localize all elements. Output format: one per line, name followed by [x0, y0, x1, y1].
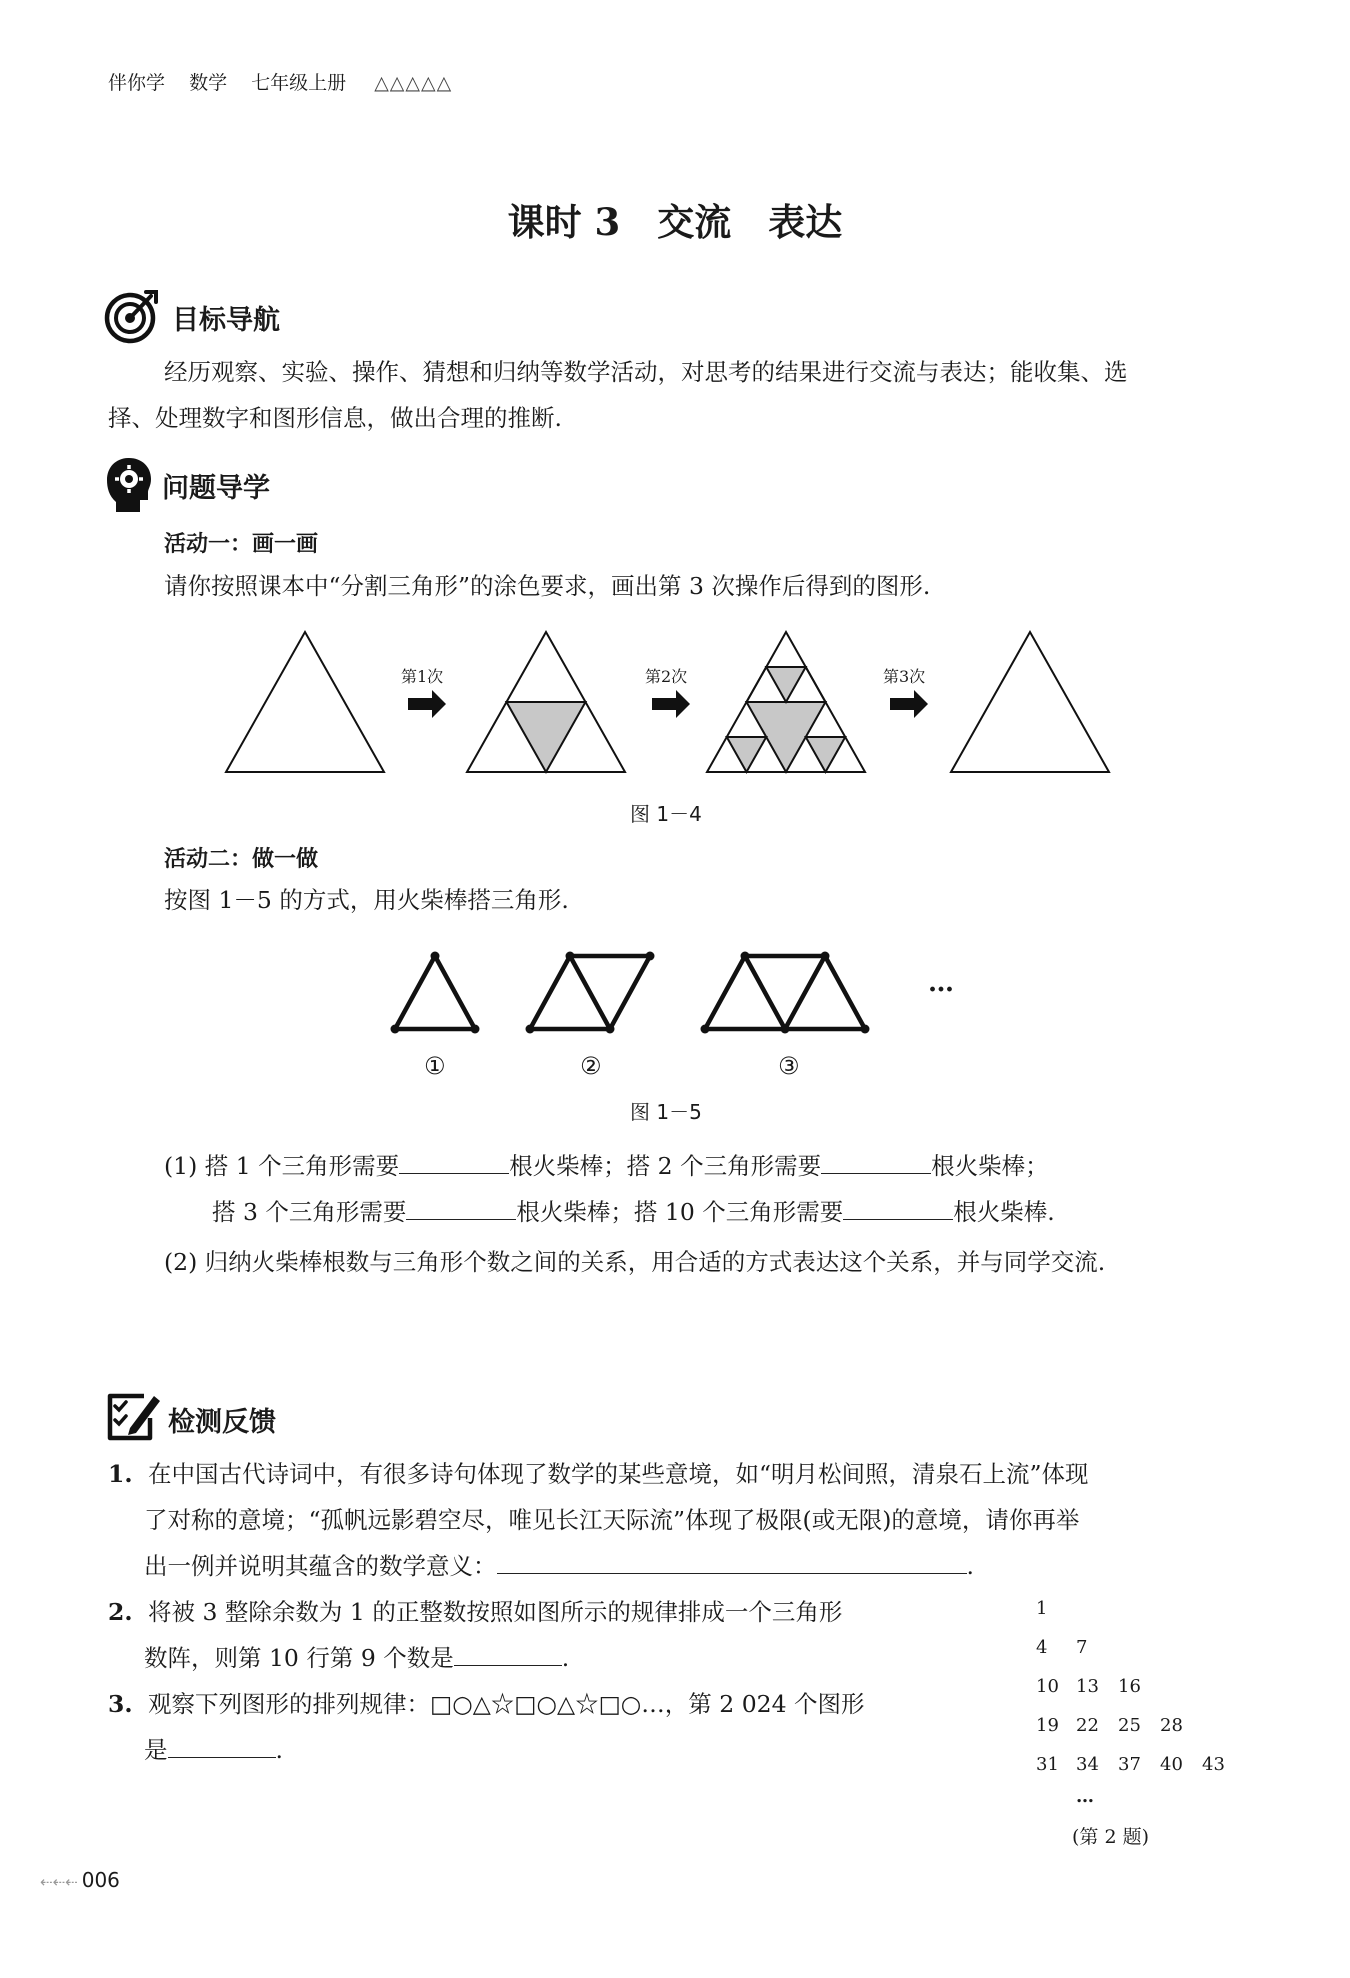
table-cell: 4	[1036, 1637, 1048, 1658]
check-item-1-line-3	[144, 1544, 974, 1589]
answer-blank-2[interactable]	[821, 1151, 931, 1174]
target-icon	[104, 288, 160, 344]
question-1-line-2	[212, 1190, 1055, 1235]
activity-1-text: 请你按照课本中“分割三角形”的涂色要求，画出第 3 次操作后得到的图形.	[164, 572, 931, 600]
table-cell: 19	[1036, 1715, 1059, 1736]
check-item-3-line-1	[108, 1682, 865, 1727]
table-cell: 7	[1076, 1637, 1088, 1658]
check-item-1-line-2: 了对称的意境；“孤帆远影碧空尽，唯见长江天际流”体现了极限(或无限)的意境，请你再举	[144, 1506, 1080, 1534]
head-gear-icon	[104, 456, 154, 514]
series-name: 伴你学	[108, 72, 166, 94]
check-item-3-number: 3.	[108, 1690, 133, 1718]
check-item-2-text-2: 数阵，则第 10 行第 9 个数是	[144, 1644, 454, 1672]
question-1-line-1	[164, 1144, 1049, 1189]
question-1-prefix: (1)	[164, 1152, 198, 1180]
table-cell: 13	[1076, 1676, 1099, 1697]
lesson-title: 课时 3 交流 表达	[507, 200, 843, 244]
table-caption: (第 2 题)	[1072, 1826, 1149, 1848]
matchstick-figure-1	[395, 956, 475, 1029]
answer-blank-7[interactable]	[168, 1735, 276, 1758]
check-item-2-end: .	[561, 1644, 570, 1672]
arrow-3-icon	[890, 690, 928, 718]
table-cell: 16	[1118, 1676, 1141, 1697]
arrow-1-icon	[408, 690, 446, 718]
check-item-1-number: 1.	[108, 1460, 133, 1488]
table-ellipsis: …	[1076, 1786, 1094, 1807]
goal-text-line-1: 经历观察、实验、操作、猜想和归纳等数学活动，对思考的结果进行交流与表达；能收集、选	[164, 358, 1128, 386]
page-number: 006	[81, 1868, 120, 1892]
page-footer	[40, 1868, 120, 1892]
answer-blank-5[interactable]	[497, 1551, 967, 1574]
triangle-step-2	[707, 632, 865, 772]
footer-arrows-icon: ⇠⇠⇠	[40, 1873, 78, 1891]
q1-text-b: 根火柴棒；搭 2 个三角形需要	[509, 1152, 822, 1180]
table-cell: 28	[1160, 1715, 1183, 1736]
arrow-label-3: 第3次	[883, 667, 926, 686]
number-triangle	[1036, 1598, 1236, 1858]
triangle-step-1	[467, 632, 625, 772]
q1-text-f: 根火柴棒.	[953, 1198, 1055, 1226]
figure-1-4	[210, 620, 1130, 790]
question-2-text: 归纳火柴棒根数与三角形个数之间的关系，用合适的方式表达这个关系，并与同学交流.	[204, 1248, 1106, 1276]
check-item-1-end: .	[966, 1552, 974, 1580]
table-cell: 22	[1076, 1715, 1099, 1736]
q1-text-e: 根火柴棒；搭 10 个三角形需要	[516, 1198, 844, 1226]
grade-name: 七年级上册	[251, 72, 347, 94]
table-cell: 10	[1036, 1676, 1059, 1697]
figure-1-5-caption: 图 1－5	[630, 1100, 702, 1124]
figure-1-4-caption: 图 1－4	[630, 802, 702, 826]
table-cell: 25	[1118, 1715, 1141, 1736]
arrow-label-1: 第1次	[401, 667, 444, 686]
triangle-step-0	[226, 632, 384, 772]
table-cell: 31	[1036, 1754, 1059, 1775]
arrow-2-icon	[652, 690, 690, 718]
table-cell: 43	[1202, 1754, 1225, 1775]
question-2	[164, 1240, 1105, 1285]
table-cell: 37	[1118, 1754, 1141, 1775]
check-item-1-line-1	[108, 1452, 1089, 1497]
triangle-step-3-blank	[951, 632, 1109, 772]
q1-text-d: 搭 3 个三角形需要	[212, 1198, 407, 1226]
answer-blank-6[interactable]	[454, 1643, 562, 1666]
answer-blank-3[interactable]	[406, 1197, 516, 1220]
table-cell: 1	[1036, 1598, 1048, 1619]
figure-1-5	[380, 944, 900, 1044]
check-item-1-text-1: 在中国古代诗词中，有很多诗句体现了数学的某些意境，如“明月松间照，清泉石上流”体现	[148, 1460, 1089, 1488]
activity-2-text: 按图 1－5 的方式，用火柴棒搭三角形.	[164, 886, 569, 914]
arrow-label-2: 第2次	[645, 667, 688, 686]
q1-text-a: 搭 1 个三角形需要	[204, 1152, 400, 1180]
check-item-3-line-2	[144, 1728, 283, 1773]
subject-name: 数学	[189, 72, 228, 94]
q1-text-c: 根火柴棒；	[931, 1152, 1049, 1180]
question-2-prefix: (2)	[164, 1248, 198, 1276]
table-cell: 34	[1076, 1754, 1099, 1775]
check-item-3-end: .	[275, 1736, 283, 1764]
figure-ellipsis: …	[928, 968, 954, 998]
check-item-1-text-3: 出一例并说明其蕴含的数学意义：	[144, 1552, 497, 1580]
checklist-pencil-icon	[104, 1388, 162, 1444]
check-item-2-number: 2.	[108, 1598, 133, 1626]
matchstick-figure-3	[705, 956, 865, 1029]
check-item-2-line-1	[108, 1590, 842, 1635]
figure-label-3: ③	[778, 1052, 800, 1080]
running-header	[108, 68, 470, 95]
figure-label-2: ②	[580, 1052, 602, 1080]
check-item-2-line-2	[144, 1636, 569, 1681]
matchstick-figure-2	[530, 956, 650, 1029]
header-decoration: △△△△△	[374, 72, 453, 94]
check-item-2-text-1: 将被 3 整除余数为 1 的正整数按照如图所示的规律排成一个三角形	[148, 1598, 843, 1626]
check-item-3-text-2: 是	[144, 1736, 168, 1764]
answer-blank-1[interactable]	[399, 1151, 509, 1174]
goal-text-line-2: 择、处理数字和图形信息，做出合理的推断.	[108, 404, 562, 432]
activity-1-title: 活动一：画一画	[164, 532, 319, 557]
activity-2-title: 活动二：做一做	[164, 847, 319, 872]
figure-label-1: ①	[424, 1052, 446, 1080]
section-title-check: 检测反馈	[168, 1407, 276, 1438]
check-item-3-text-1: 观察下列图形的排列规律：□○△☆□○△☆□○…，第 2 024 个图形	[148, 1690, 865, 1718]
section-title-guide: 问题导学	[162, 473, 270, 504]
table-cell: 40	[1160, 1754, 1183, 1775]
answer-blank-4[interactable]	[843, 1197, 953, 1220]
section-title-goal: 目标导航	[172, 305, 280, 336]
